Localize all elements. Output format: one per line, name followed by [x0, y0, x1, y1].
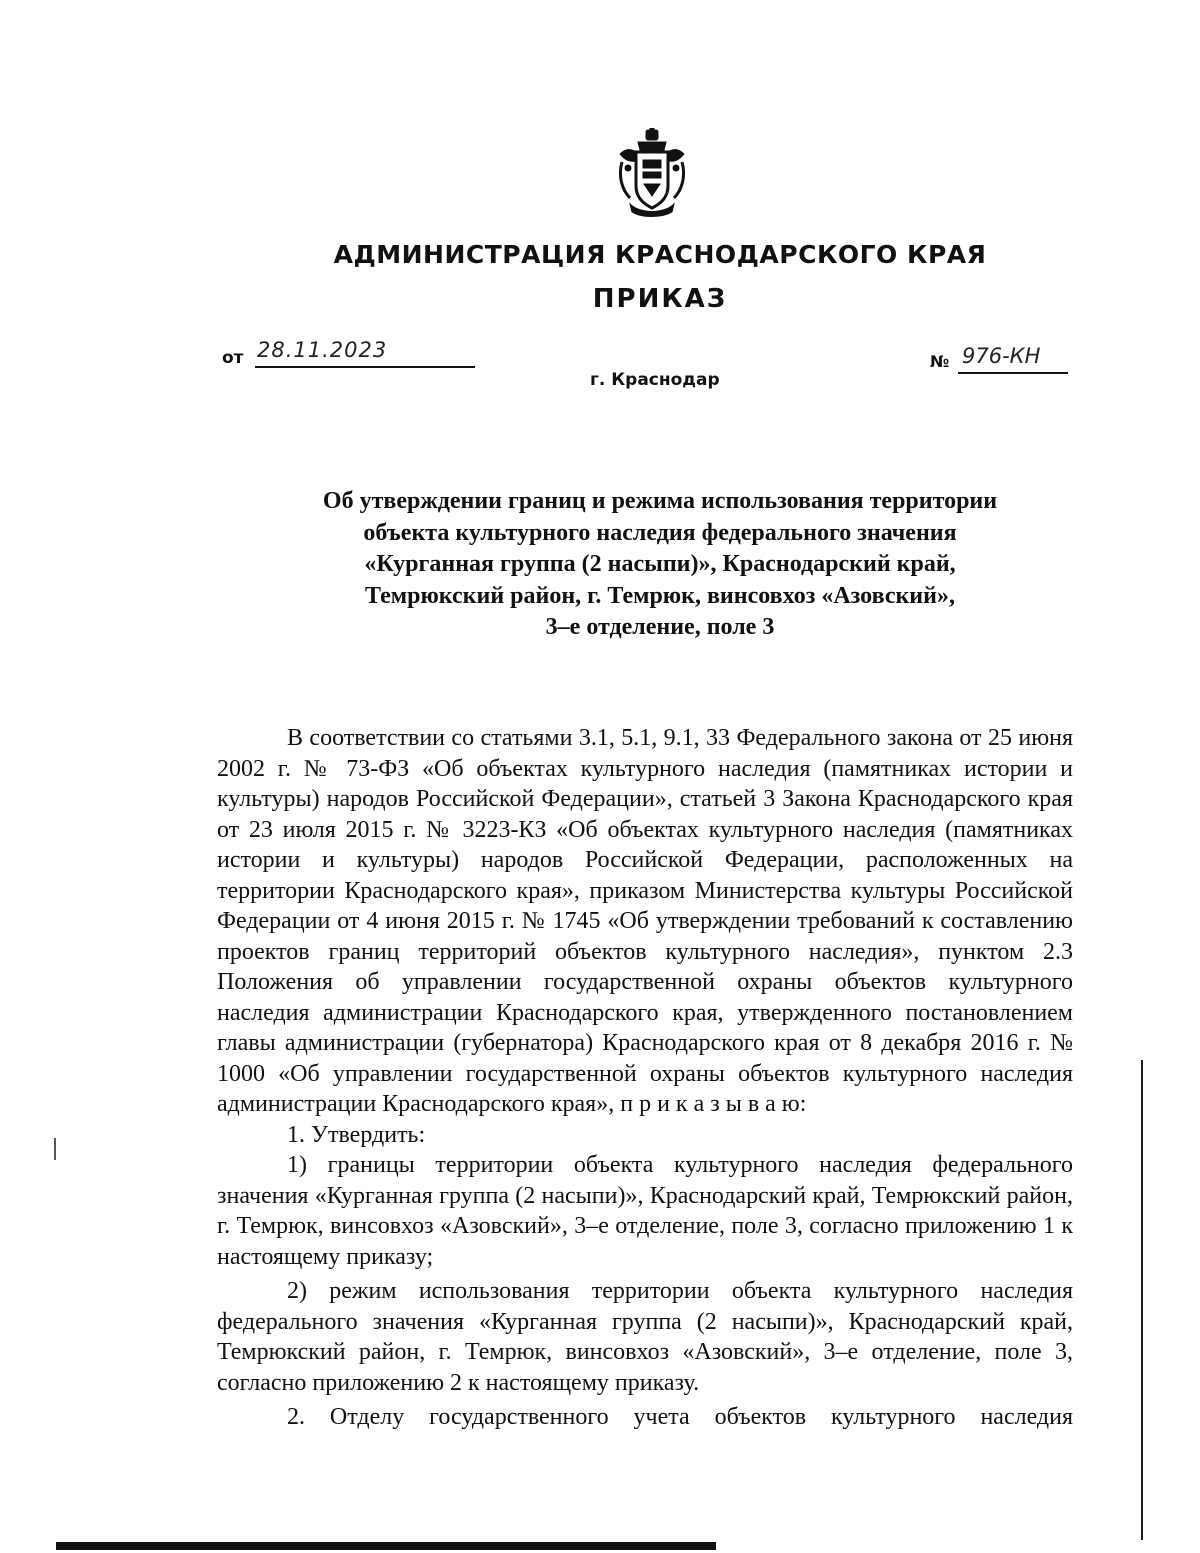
date-field	[255, 338, 475, 368]
document-body	[217, 723, 1073, 1433]
item-1-1: 1) границы территории объекта культурного наследия федерального значения «Курганная группа (2 насыпи)», Краснодарский край, Темрюкский район, г. Темрюк, винсовхоз «Азовский», 3–е отделение, поле 3, согласно приложению 1 к настоящему приказу;	[217, 1152, 1073, 1270]
item-2: 2. Отделу государственного учета объектов культурного наследия	[287, 1404, 1073, 1430]
number-field	[958, 346, 1068, 374]
number-label: №	[930, 352, 950, 371]
title-line: 3–е отделение, поле 3	[545, 614, 775, 640]
document-title	[270, 486, 1050, 644]
number-value: 976-КН	[962, 344, 1041, 368]
title-line: Темрюкский район, г. Темрюк, винсовхоз «Азовский»,	[365, 582, 955, 609]
title-line: объекта культурного наследия федерального значения	[363, 519, 957, 546]
intro-paragraph: В соответствии со статьями 3.1, 5.1, 9.1, 33 Федерального закона от 25 июня 2002 г. № 73-ФЗ «Об объектах культурного наследия (памятниках истории и культуры) народов Российской Федерации», статьей 3 Закона Краснодарского края от 23 июля 2015 г. № 3223-КЗ «Об объектах культурного наследия (памятниках истории и культуры) народов Российской Федерации, расположенных на территории Краснодарского края», приказом Министерства культуры Российской Федерации от 4 июня 2015 г. № 1745 «Об утверждении требований к составлению проектов границ территорий объектов культурного наследия», пунктом 2.3 Положения об управлении государственной охраны объектов культурного наследия администрации Краснодарского края, утвержденного постановлением главы администрации (губернатора) Краснодарского края от 8 декабря 2016 г. № 1000 «Об управлении государственной охраны объектов культурного наследия администрации Краснодарского края», п р и к а з ы в а ю:	[217, 725, 1073, 1117]
organization-name: АДМИНИСТРАЦИЯ КРАСНОДАРСКОГО КРАЯ	[333, 240, 987, 269]
scan-edge-mark-left	[54, 1138, 56, 1160]
item-1-2: 2) режим использования территории объекта культурного наследия федерального значения «Курганная группа (2 насыпи)», Краснодарский край, Темрюкский район, г. Темрюк, винсовхоз «Азовский», 3–е отделение, поле 3, согласно приложению 2 к настоящему приказу.	[217, 1278, 1073, 1396]
scan-edge-line-bottom	[56, 1542, 716, 1550]
item-1: 1. Утвердить:	[287, 1121, 426, 1148]
title-line: Об утверждении границ и режима использования территории	[322, 488, 998, 514]
document-type: ПРИКАЗ	[592, 284, 728, 314]
date-label: от	[222, 348, 244, 368]
coat-of-arms-icon	[616, 128, 688, 220]
date-value: 28.11.2023	[257, 338, 388, 362]
title-line: «Курганная группа (2 насыпи)», Краснодарский край,	[364, 551, 956, 577]
scan-edge-line-right	[1141, 1060, 1143, 1540]
city-name: г. Краснодар	[590, 370, 720, 390]
